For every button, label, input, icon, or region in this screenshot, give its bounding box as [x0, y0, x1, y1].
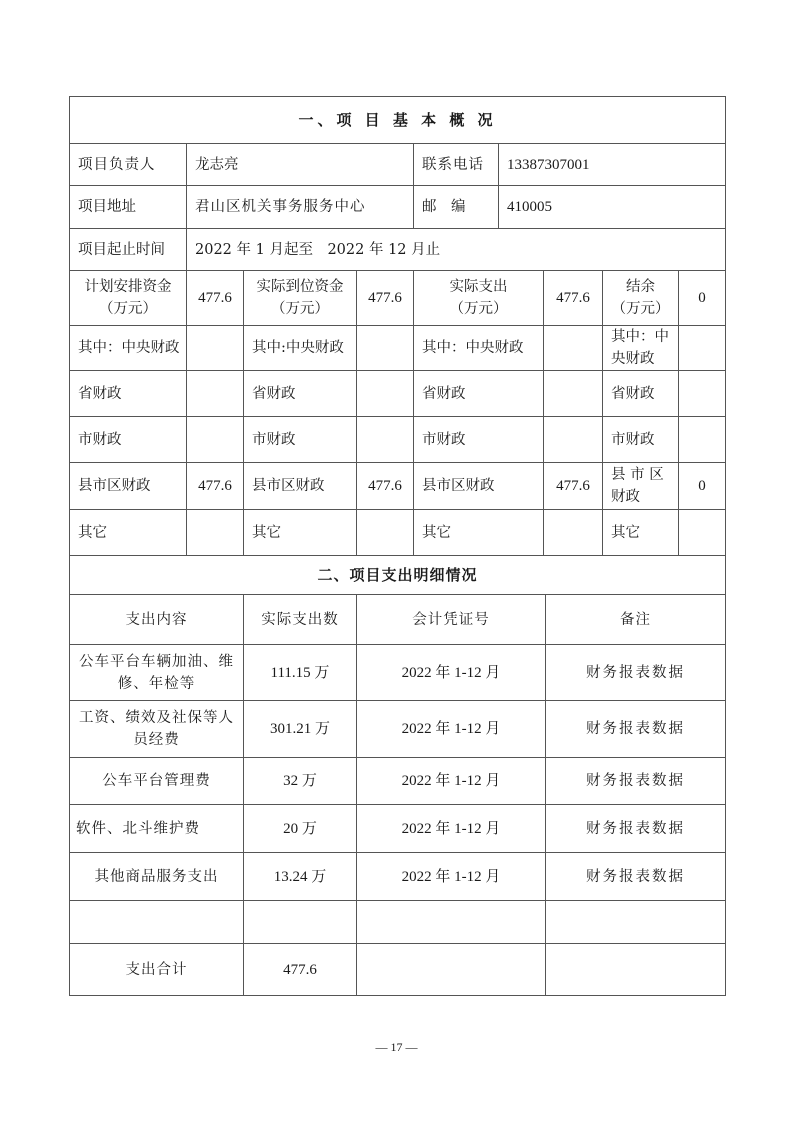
fund-row-label-text: 其它 [422, 524, 451, 541]
expense-voucher-cell [356, 644, 546, 701]
fund-header-unit: （万元） [611, 301, 670, 317]
expense-amount-text: 13.24 万 [273, 868, 327, 885]
fund-header-unit: （万元） [271, 301, 329, 317]
postcode-value-text: 410005 [507, 199, 552, 215]
fund-row-value [678, 370, 726, 417]
address-value [186, 185, 414, 229]
fund-row-label-text: 市财政 [611, 431, 655, 448]
fund-row-value [543, 462, 603, 510]
expense-voucher-cell [356, 700, 546, 758]
expense-note-cell [545, 757, 726, 805]
col-header-text: 备注 [620, 611, 651, 628]
postcode-label-text: 邮 编 [422, 199, 466, 215]
expense-note-cell [545, 644, 726, 701]
expense-voucher-cell [356, 757, 546, 805]
phone-value-text: 13387307001 [507, 156, 590, 173]
total-label [69, 943, 244, 996]
fund-row-value [186, 325, 244, 371]
fund-row-value [186, 370, 244, 417]
fund-row-label-text: 市财政 [252, 431, 296, 448]
fund-row-label [602, 462, 679, 510]
fund-row-value [678, 325, 726, 371]
expense-note-text: 财务报表数据 [586, 868, 685, 885]
fund-header-label: 结余 [626, 279, 655, 295]
expense-content-cell [69, 757, 244, 805]
fund-header-received [243, 270, 357, 326]
expense-voucher-text: 2022 年 1-12 月 [401, 868, 501, 885]
postcode-label [413, 185, 499, 229]
total-voucher-empty [356, 943, 546, 996]
fund-value-text: 477.6 [198, 290, 232, 306]
expense-amount-cell [243, 700, 357, 758]
col-header-text: 会计凭证号 [412, 611, 490, 628]
fund-value-spent [543, 270, 603, 326]
fund-row-label-text: 其它 [78, 524, 107, 541]
col-header-amount [243, 594, 357, 645]
period-label [69, 228, 187, 271]
col-header-text: 支出内容 [125, 611, 188, 628]
fund-value-text: 477.6 [556, 290, 590, 306]
leader-label [69, 143, 187, 186]
section2-title-text: 二、项目支出明细情况 [317, 566, 478, 584]
fund-row-value-text: 0 [698, 478, 706, 494]
expense-content-text: 公车平台管理费 [102, 773, 211, 789]
fund-row-label [69, 370, 187, 417]
expense-content-text: 软件、北斗维护费 [76, 820, 200, 837]
fund-value-balance [678, 270, 726, 326]
expense-voucher-text: 2022 年 1-12 月 [401, 721, 501, 737]
fund-row-label [413, 325, 544, 371]
fund-row-label-text: 市财政 [422, 431, 466, 448]
fund-row-value [186, 509, 244, 556]
expense-voucher-text: 2022 年 1-12 月 [401, 664, 501, 681]
fund-value-received [356, 270, 414, 326]
expense-content-text: 公车平台车辆加油、维修、年检等 [79, 653, 234, 692]
fund-row-label-text: 县市区财政 [422, 478, 495, 494]
fund-row-value [356, 370, 414, 417]
expense-amount-text: 111.15 万 [270, 664, 330, 681]
expense-content-text: 工资、绩效及社保等人员经费 [79, 710, 234, 748]
period-value [186, 228, 726, 271]
expense-content-cell [69, 644, 244, 701]
fund-row-label [602, 509, 679, 556]
col-header-note [545, 594, 726, 645]
fund-row-label-text: 省财政 [78, 385, 122, 402]
address-label-text: 项目地址 [78, 199, 136, 215]
fund-row-value [543, 370, 603, 417]
postcode-value [498, 185, 726, 229]
period-value-text: 2022 年 1 月起至 2022 年 12 月止 [195, 241, 441, 258]
expense-amount-cell [243, 644, 357, 701]
expense-voucher-text: 2022 年 1-12 月 [401, 820, 501, 837]
fund-row-value [356, 416, 414, 463]
fund-header-planned [69, 270, 187, 326]
expense-note-text: 财务报表数据 [586, 664, 685, 681]
fund-row-value [543, 416, 603, 463]
fund-row-label [69, 509, 187, 556]
expense-note-text: 财务报表数据 [586, 820, 685, 837]
leader-value-text: 龙志亮 [195, 156, 239, 173]
page-number: — 17 — [375, 1040, 418, 1054]
phone-value [498, 143, 726, 186]
expense-content-cell [69, 804, 244, 853]
leader-label-text: 项目负责人 [78, 156, 156, 173]
fund-row-value [186, 462, 244, 510]
fund-header-unit: （万元） [449, 301, 508, 317]
fund-row-label [602, 325, 679, 371]
fund-row-value [356, 462, 414, 510]
fund-row-value [678, 462, 726, 510]
expense-note-cell [545, 900, 726, 944]
expense-voucher-text: 2022 年 1-12 月 [401, 773, 501, 789]
fund-value-text: 0 [698, 290, 706, 306]
fund-row-label [413, 509, 544, 556]
fund-row-label-text: 县市区财政 [252, 478, 325, 494]
expense-amount-cell [243, 900, 357, 944]
fund-row-value [356, 325, 414, 371]
total-note-empty [545, 943, 726, 996]
fund-row-label-text: 省财政 [422, 385, 466, 402]
fund-row-label-text: 其它 [252, 524, 281, 541]
expense-voucher-cell [356, 900, 546, 944]
total-value [243, 943, 357, 996]
col-header-content [69, 594, 244, 645]
fund-row-label-text: 省财政 [611, 385, 655, 402]
fund-value-text: 477.6 [368, 290, 402, 306]
expense-amount-text: 32 万 [283, 773, 317, 789]
phone-label [413, 143, 499, 186]
leader-value [186, 143, 414, 186]
expense-content-cell [69, 900, 244, 944]
fund-row-value-text: 477.6 [198, 478, 232, 494]
section2-title [69, 555, 726, 595]
fund-row-label [243, 325, 357, 371]
expense-note-cell [545, 804, 726, 853]
fund-header-label: 计划安排资金 [84, 279, 172, 295]
fund-row-value-text: 477.6 [368, 478, 402, 494]
fund-value-planned [186, 270, 244, 326]
fund-row-label [243, 462, 357, 510]
fund-row-label [413, 462, 544, 510]
expense-amount-text: 301.21 万 [269, 721, 330, 737]
expense-content-cell [69, 852, 244, 901]
fund-row-label-text: 县 市 区 财政 [611, 467, 664, 505]
fund-row-label [413, 370, 544, 417]
fund-row-label-text: 其中：中央财政 [611, 329, 669, 367]
expense-content-text: 其他商品服务支出 [94, 868, 219, 885]
fund-header-spent [413, 270, 544, 326]
expense-note-cell [545, 852, 726, 901]
fund-row-value [543, 325, 603, 371]
fund-row-label [602, 416, 679, 463]
total-value-text: 477.6 [283, 961, 317, 978]
section1-title [69, 96, 726, 144]
fund-row-label-text: 省财政 [252, 385, 296, 402]
section1-title-text: 一、项 目 基 本 概 况 [298, 111, 497, 129]
fund-row-label-text: 其中：中央财政 [422, 340, 524, 356]
expense-amount-cell [243, 852, 357, 901]
fund-row-label [69, 325, 187, 371]
fund-header-label: 实际到位资金 [256, 279, 344, 295]
fund-row-label [69, 462, 187, 510]
fund-row-label-text: 县市区财政 [78, 478, 151, 494]
expense-amount-cell [243, 757, 357, 805]
fund-row-label [243, 509, 357, 556]
fund-row-label [243, 370, 357, 417]
expense-note-text: 财务报表数据 [586, 721, 685, 737]
fund-header-balance [602, 270, 679, 326]
expense-voucher-cell [356, 852, 546, 901]
fund-header-label: 实际支出 [449, 279, 508, 295]
expense-note-text: 财务报表数据 [586, 773, 685, 789]
fund-row-label-text: 其它 [611, 524, 640, 541]
fund-row-label-text: 其中：中央财政 [78, 340, 180, 356]
total-label-text: 支出合计 [125, 961, 188, 978]
fund-row-label [243, 416, 357, 463]
phone-label-text: 联系电话 [422, 156, 484, 173]
fund-row-label [602, 370, 679, 417]
fund-row-value [356, 509, 414, 556]
fund-row-value [678, 509, 726, 556]
expense-voucher-cell [356, 804, 546, 853]
fund-row-value-text: 477.6 [556, 478, 590, 494]
period-label-text: 项目起止时间 [78, 241, 165, 258]
fund-row-value [678, 416, 726, 463]
fund-row-value [186, 416, 244, 463]
address-label [69, 185, 187, 229]
fund-row-label [413, 416, 544, 463]
expense-note-cell [545, 700, 726, 758]
col-header-text: 实际支出数 [261, 611, 339, 628]
fund-row-value [543, 509, 603, 556]
expense-amount-cell [243, 804, 357, 853]
fund-row-label-text: 其中:中央财政 [252, 340, 344, 356]
fund-row-label-text: 市财政 [78, 431, 122, 448]
col-header-voucher [356, 594, 546, 645]
fund-row-label [69, 416, 187, 463]
address-value-text: 君山区机关事务服务中心 [195, 199, 366, 215]
expense-amount-text: 20 万 [283, 820, 317, 837]
fund-header-unit: （万元） [99, 301, 157, 317]
expense-content-cell [69, 700, 244, 758]
